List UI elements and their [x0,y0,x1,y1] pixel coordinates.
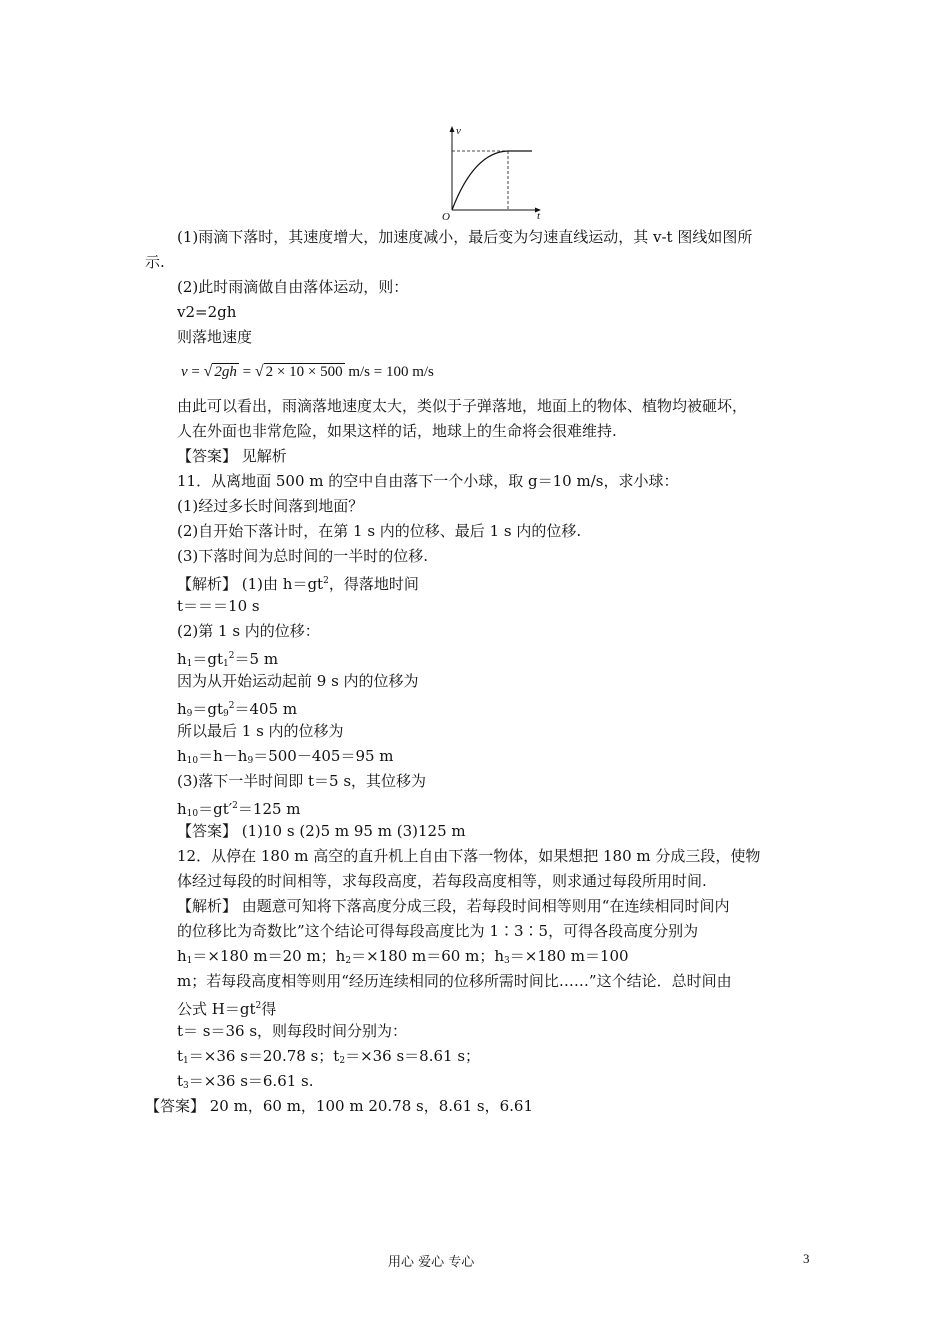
v-axis-label: v [456,125,461,137]
solution-line: 因为从开始运动起前 9 s 内的位移为 [177,672,419,690]
answer-line: 【答案】 (1)10 s (2)5 m 95 m (3)125 m [177,822,466,840]
solution-line: t＝ s＝36 s，则每段时间分别为： [177,1022,408,1040]
formula-lhs: v [181,364,188,380]
text-line: (1)经过多长时间落到地面？ [177,497,364,515]
answer-line: 【答案】 20 m，60 m，100 m 20.78 s，8.61 s，6.61 [145,1097,533,1115]
velocity-curve [452,151,532,210]
velocity-formula: v = √ 2gh = √ 2 × 10 × 500 m/s = 100 m/s [181,363,434,380]
solution-line: $h_{10}=gt'^2=125$ m [177,800,301,819]
text-line: 示. [145,253,165,271]
text-line: v2=2gh [177,303,237,321]
text-line: (1)雨滴下落时，其速度增大，加速度减小，最后变为匀速直线运动，其 v-t 图线如图所 [177,228,753,246]
text-line: 体经过每段的时间相等，求每段高度，若每段高度相等，则求通过每段所用时间. [177,872,707,890]
solution-line: 所以最后 1 s 内的位移为 [177,722,344,740]
question-12-title: 12．从停在 180 m 高空的直升机上自由下落一物体，如果想把 180 m 分成三段，使物 [177,847,761,865]
text-line: (2)自开始下落计时，在第 1 s 内的位移、最后 1 s 内的位移. [177,522,582,540]
origin-label: O [442,211,450,222]
text-line: 则落地速度 [177,328,253,346]
solution-line: t＝＝＝10 s [177,597,260,615]
solution-line: 公式 $H=gt^2$得 [177,1000,277,1018]
text-line: (2)此时雨滴做自由落体运动，则： [177,278,409,296]
question-11-title: 11．从离地面 500 m 的空中自由落下一个小球，取 g＝10 m/s，求小球： [177,472,679,490]
solution-line: $h_1=gt_1^2=5$ m [177,650,279,669]
solution-line: (3)落下一半时间即 t＝5 s，其位移为 [177,772,427,790]
vt-graph [436,122,546,222]
solution-line: $t_3=\times 36$ s＝6.61 s. [177,1072,314,1091]
solution-line: $h_1=\times 180$ m＝20 m；$h_2=\times 180$ m＝60 m；$h_3=\times 180$ m＝100 [177,947,629,966]
solution-line: (2)第 1 s 内的位移： [177,622,320,640]
solution-line: 的位移比为奇数比”这个结论可得每段高度比为 1∶3∶5，可得各段高度分别为 [177,922,699,940]
vt-graph-figure [436,122,546,222]
text-line: (3)下落时间为总时间的一半时的位移. [177,547,429,565]
formula-units: m/s = 100 m/s [348,364,434,380]
footer-motto: 用心 爱心 专心 [388,1255,475,1270]
t-axis-label: t [537,210,541,222]
text-line: 人在外面也非常危险，如果这样的话，地球上的生命将会很难维持. [177,422,617,440]
solution-line: $h_{10}=h-h_9=500-405=95$ m [177,747,394,766]
text-line: 由此可以看出，雨滴落地速度太大，类似于子弹落地，地面上的物体、植物均被砸坏， [177,397,748,415]
page-number: 3 [803,1251,810,1266]
solution-line: 【解析】 由题意可知将下落高度分成三段，若每段时间相等则用“在连续相同时间内 [177,897,730,915]
solution-line: 【解析】 (1)由 $h=gt^2$，得落地时间 [177,575,419,593]
v-axis-arrow [450,126,455,132]
document-body [145,225,815,1119]
answer-line: 【答案】 见解析 [177,447,287,465]
formula-sqrt-1: 2gh [214,364,237,380]
solution-line: $t_1=\times 36$ s＝20.78 s；$t_2=\times 36$ s＝8.61 s； [177,1047,481,1066]
solution-line: $h_9=gt_9^2=405$ m [177,700,298,719]
solution-line: m；若每段高度相等则用“经历连续相同的位移所需时间比……”这个结论．总时间由 [177,972,732,990]
formula-sqrt-2: 2 × 10 × 500 [265,364,343,380]
